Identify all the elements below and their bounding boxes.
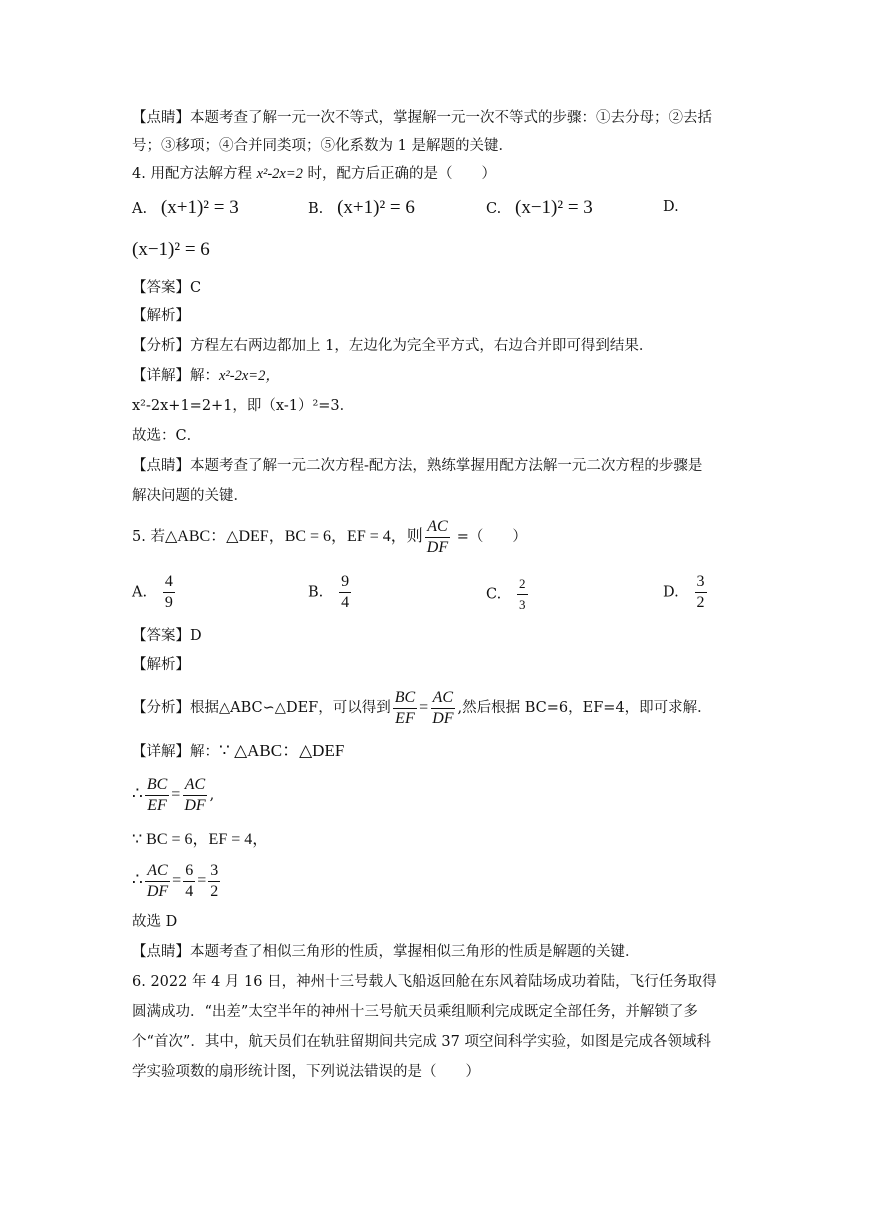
q4-option-b: [308, 197, 415, 219]
q5-stem-text-a: 5. 若: [132, 529, 165, 545]
q5-analysis-f1-den: EF: [395, 709, 415, 727]
q4-step-2: x²-2x+1=2+1，即（x-1）²=3．: [132, 398, 355, 414]
q5-option-d-label: D.: [663, 584, 679, 601]
q5-option-a: [132, 572, 177, 613]
q4-detail-label: 【详解】解：: [132, 368, 219, 384]
q5-analysis-f1-num: BC: [393, 688, 417, 709]
q4-option-d-label: D.: [663, 199, 679, 215]
q5-step-1-fraction-2: [182, 775, 207, 816]
q4-detail-equation: x²-2x=2，: [219, 368, 280, 384]
q5-step-3-f3-num: 3: [208, 861, 220, 882]
q4-option-c-expr: (x−1)² = 3: [515, 197, 593, 218]
q4-option-d-expr: [132, 239, 210, 261]
q5-analysis: [132, 686, 712, 730]
q5-step-3-therefore: ∴: [132, 870, 143, 889]
q5-analysis-text-a: 【分析】根据△ABC∽△DEF，可以得到: [132, 700, 391, 716]
q5-step-3-f3-den: 2: [210, 882, 219, 900]
q5-option-d-den: 2: [696, 594, 705, 611]
q5-jiexi: 【解析】: [132, 657, 190, 673]
q5-option-b-label: B.: [308, 584, 324, 601]
q6-line-1: 6. 2022 年 4 月 16 日，神州十三号载人飞船返回舱在东风着陆场成功着陆，飞行任务取得: [132, 974, 717, 990]
q5-stem-fraction-den: DF: [426, 538, 449, 556]
q5-option-c-den: 3: [519, 597, 526, 612]
q4-stem: [132, 164, 496, 184]
q5-option-a-den: 9: [164, 594, 173, 611]
q5-step-1-equals: =: [171, 786, 181, 803]
q5-option-d-fraction: [695, 572, 707, 613]
q4-option-a-expr: (x+1)² = 3: [160, 197, 239, 218]
q5-option-a-fraction: [163, 572, 175, 613]
q5-step-3-fraction-3: [208, 861, 220, 902]
q5-option-c: [486, 574, 530, 615]
q4-option-d-expr-text: (x−1)² = 6: [132, 239, 210, 260]
q5-step-1-f2-num: AC: [183, 775, 207, 796]
q5-option-b: [308, 572, 353, 613]
q5-step-3-fraction-2: [183, 861, 195, 902]
q5-step-3: [132, 858, 222, 902]
q5-option-a-num: 4: [163, 572, 175, 593]
q5-option-c-fraction: [517, 574, 528, 615]
q4-answer: 【答案】C: [132, 280, 202, 296]
q5-stem-fraction: [425, 517, 450, 558]
q4-option-a: [132, 197, 239, 219]
q5-option-d-num: 3: [695, 572, 707, 593]
q5-option-c-label: C.: [486, 586, 502, 603]
q5-note: 【点睛】本题考查了相似三角形的性质，掌握相似三角形的性质是解题的关键．: [132, 944, 640, 960]
q5-analysis-f2-den: DF: [432, 709, 454, 727]
q4-note-line-1: 【点睛】本题考查了解一元二次方程-配方法，熟练掌握用配方法解一元二次方程的步骤是: [132, 458, 703, 474]
q4-jiexi: 【解析】: [132, 308, 190, 324]
q4-note-line-2: 解决问题的关键．: [132, 488, 248, 504]
q5-stem-text-b: =（ ）: [452, 529, 527, 545]
q4-option-a-label: A.: [132, 201, 148, 217]
q6-line-3: 个“首次”．其中，航天员们在轨驻留期间共完成 37 项空间科学实验，如图是完成各领域科: [132, 1034, 711, 1050]
q5-answer: 【答案】D: [132, 628, 202, 644]
q5-option-c-num: 2: [517, 574, 528, 595]
q5-option-b-fraction: [339, 572, 351, 613]
q5-analysis-fraction-1: [393, 688, 417, 729]
q5-step-1-fraction-1: [145, 775, 169, 816]
q5-stem-fraction-num: AC: [425, 517, 449, 538]
q5-option-a-label: A.: [132, 584, 148, 601]
q5-detail-condition: ∵ △ABC：△DEF: [219, 741, 345, 760]
q5-choose: 故选 D: [132, 914, 178, 930]
q4-option-b-expr: (x+1)² = 6: [337, 197, 415, 218]
q5-option-b-den: 4: [341, 594, 350, 611]
q5-analysis-equals: =: [419, 699, 429, 716]
q4-analysis: 【分析】方程左右两边都加上 1，左边化为完全平方式，右边合并即可得到结果．: [132, 338, 654, 354]
q5-analysis-fraction-2: [430, 688, 455, 729]
q6-line-4: 学实验项数的扇形统计图，下列说法错误的是（ ）: [132, 1064, 480, 1080]
q5-stem-similarity: △ABC：△DEF，BC = 6，EF = 4，则: [164, 528, 423, 545]
q4-detail: [132, 366, 280, 386]
q5-step-1-f2-den: DF: [184, 796, 206, 814]
q5-analysis-text-b: ,然后根据 BC=6，EF=4，即可求解．: [457, 700, 712, 716]
q5-step-3-f2-num: 6: [183, 861, 195, 882]
q5-step-2-text: ∵ BC = 6，EF = 4，: [132, 831, 269, 848]
q4-option-c: [486, 197, 593, 219]
q5-detail-label: 【详解】解：: [132, 744, 219, 760]
q5-step-1-therefore: ∴: [132, 784, 143, 803]
q4-choose: 故选：C．: [132, 428, 202, 444]
q4-option-c-label: C.: [486, 201, 502, 217]
q4-stem-text-b: 时，配方后正确的是（ ）: [302, 166, 497, 182]
q5-option-b-num: 9: [339, 572, 351, 593]
q4-stem-equation: x²-2x=2: [256, 166, 303, 182]
q6-line-2: 圆满成功．“出差”太空半年的神州十三号航天员乘组顺利完成既定全部任务，并解锁了多: [132, 1004, 698, 1020]
q5-step-3-f1-num: AC: [145, 861, 169, 882]
q5-step-3-equals-1: =: [172, 872, 182, 889]
q5-step-3-f1-den: DF: [146, 882, 169, 900]
q5-step-3-fraction-1: [145, 861, 170, 902]
q5-step-2: [132, 830, 268, 850]
q4-option-b-label: B.: [308, 201, 324, 217]
q5-analysis-f2-num: AC: [431, 688, 455, 709]
prev-note-line-2: 号；③移项；④合并同类项；⑤化系数为 1 是解题的关键．: [132, 138, 513, 154]
q5-step-1: [132, 772, 214, 816]
q5-step-1-f1-den: EF: [147, 796, 167, 814]
prev-note-line-1: 【点睛】本题考查了解一元一次不等式，掌握解一元一次不等式的步骤：①去分母；②去括: [132, 110, 712, 126]
q5-step-3-f2-den: 4: [185, 882, 194, 900]
q5-step-3-equals-2: =: [197, 872, 207, 889]
q5-detail: [132, 741, 344, 762]
q4-stem-text-a: 4. 用配方法解方程: [132, 166, 257, 182]
q5-step-1-comma: ,: [209, 787, 215, 803]
q5-option-d: [663, 572, 709, 613]
q5-stem: [132, 516, 527, 558]
q5-step-1-f1-num: BC: [145, 775, 169, 796]
